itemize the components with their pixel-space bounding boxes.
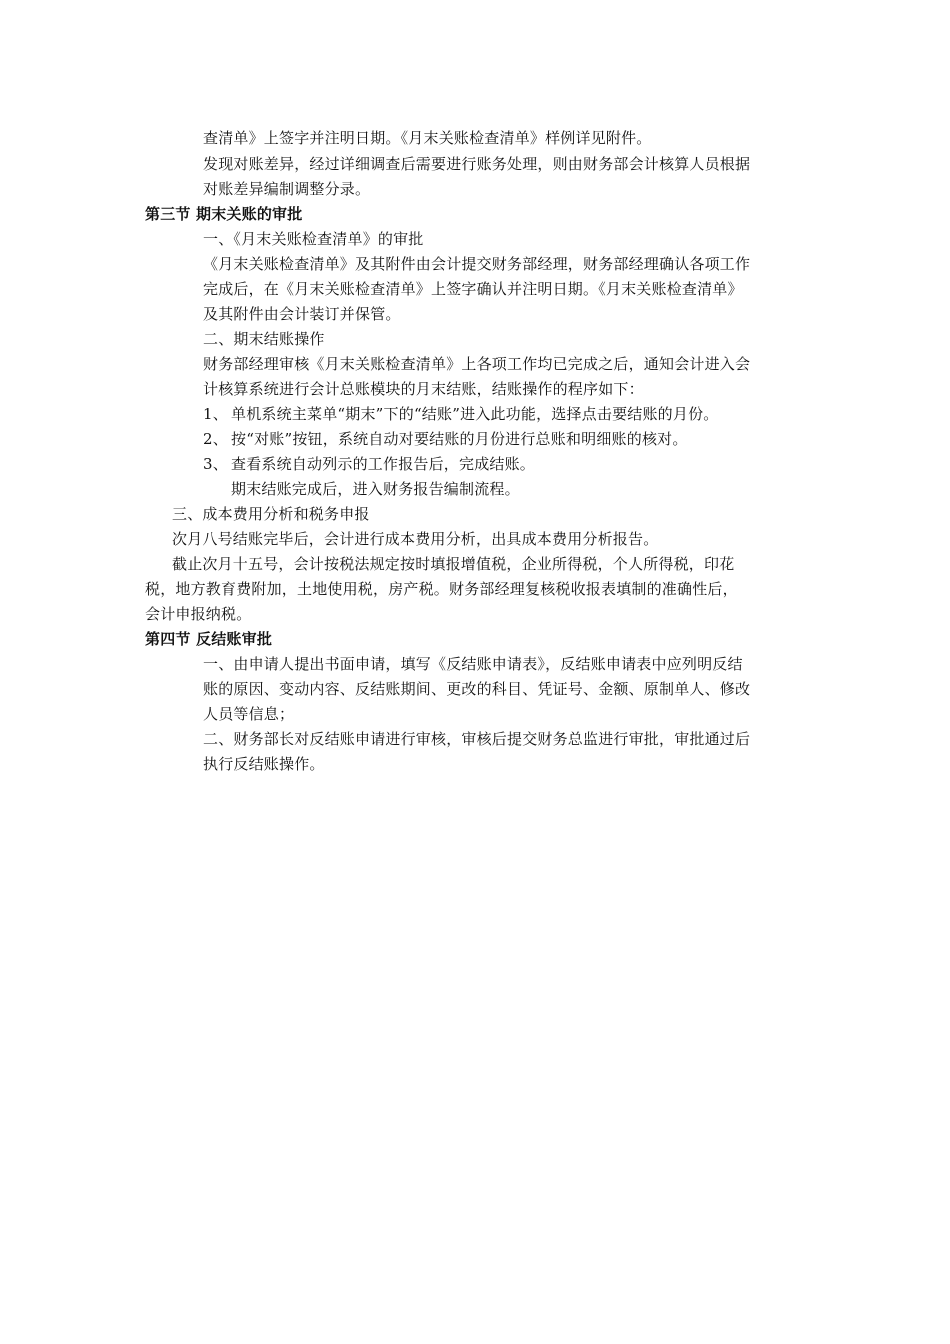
list-number: 3、: [203, 455, 228, 473]
list-number: 1、: [203, 405, 228, 423]
list-item: [203, 429, 688, 449]
list-item: [203, 454, 535, 474]
paragraph-line: 税，地方教育费附加，土地使用税，房产税。财务部经理复核税收报表填制的准确性后，: [145, 580, 738, 598]
paragraph-line: 一、由申请人提出书面申请，填写《反结账申请表》，反结账申请表中应列明反结: [203, 655, 743, 673]
paragraph-line: 执行反结账操作。: [203, 755, 325, 773]
paragraph-line: 二、财务部长对反结账申请进行审核，审核后提交财务总监进行审批，审批通过后: [203, 730, 751, 748]
section-heading: 第四节 反结账审批: [145, 630, 273, 648]
paragraph-line: 账的原因、变动内容、反结账期间、更改的科目、凭证号、金额、原制单人、修改: [203, 680, 751, 698]
paragraph-line: 财务部经理审核《月末关账检查清单》上各项工作均已完成之后，通知会计进入会: [203, 355, 751, 373]
list-text: 按“对账”按钮，系统自动对要结账的月份进行总账和明细账的核对。: [231, 430, 688, 448]
subsection-title: 一、《月末关账检查清单》的审批: [203, 230, 424, 248]
paragraph-line: 人员等信息；: [203, 705, 295, 723]
paragraph-line: 完成后，在《月末关账检查清单》上签字确认并注明日期。《月末关账检查清单》: [203, 280, 743, 298]
paragraph-line: 计核算系统进行会计总账模块的月末结账，结账操作的程序如下：: [203, 380, 644, 398]
paragraph-line: 截止次月十五号，会计按税法规定按时填报增值税，企业所得税，个人所得税，印花: [172, 555, 735, 573]
list-number: 2、: [203, 430, 228, 448]
subsection-title: 三、成本费用分析和税务申报: [172, 505, 370, 523]
paragraph-line: 次月八号结账完毕后，会计进行成本费用分析，出具成本费用分析报告。: [172, 530, 659, 548]
list-text: 单机系统主菜单“期末”下的“结账”进入此功能，选择点击要结账的月份。: [231, 405, 719, 423]
paragraph-line: 查清单》上签字并注明日期。《月末关账检查清单》样例详见附件。: [203, 129, 652, 147]
paragraph-line: 对账差异编制调整分录。: [203, 180, 371, 198]
section-heading: 第三节 期末关账的审批: [145, 205, 303, 223]
subsection-title: 二、期末结账操作: [203, 330, 325, 348]
paragraph-line: 《月末关账检查清单》及其附件由会计提交财务部经理，财务部经理确认各项工作: [203, 255, 751, 273]
paragraph-line: 会计申报纳税。: [145, 605, 252, 623]
paragraph-line: 期末结账完成后，进入财务报告编制流程。: [231, 480, 520, 498]
paragraph-line: 及其附件由会计装订并保管。: [203, 305, 401, 323]
list-item: [203, 404, 718, 424]
paragraph-line: 发现对账差异，经过详细调查后需要进行账务处理，则由财务部会计核算人员根据: [203, 155, 751, 173]
list-text: 查看系统自动列示的工作报告后，完成结账。: [231, 455, 536, 473]
